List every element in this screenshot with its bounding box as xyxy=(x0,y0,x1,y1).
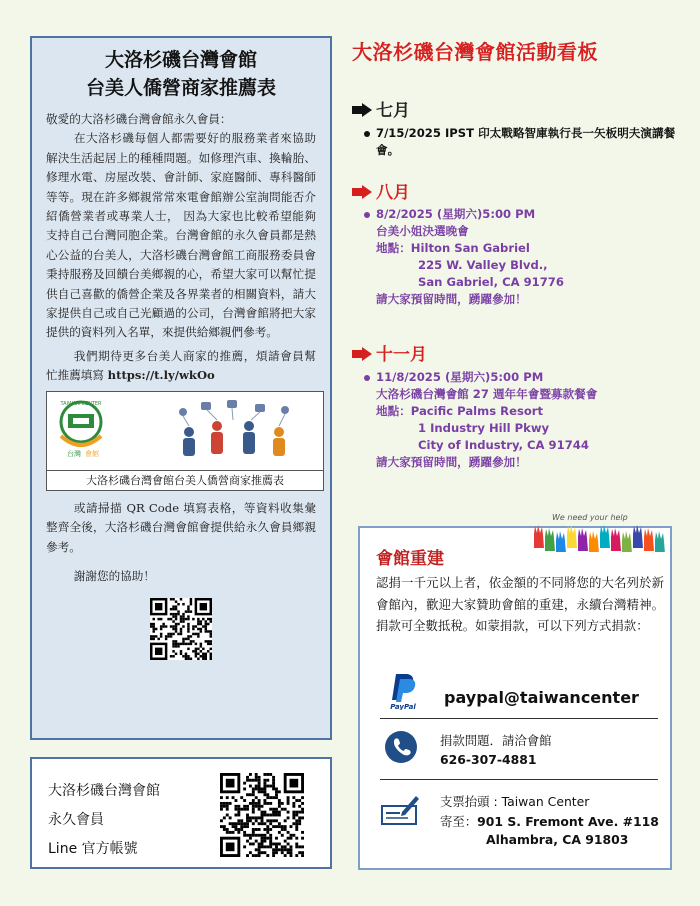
bullet-icon xyxy=(364,375,370,381)
mail-address-line2: Alhambra, CA 91803 xyxy=(486,832,629,847)
month-november: 十一月 xyxy=(352,340,427,365)
event-address-1: 225 W. Valley Blvd., xyxy=(418,258,548,272)
event-july: 7/15/2025 IPST 印太戰略智庫執行長一矢板明夫演講餐會。 xyxy=(364,125,682,159)
event-note: 請大家預留時間，踴躍參加！ xyxy=(376,455,527,469)
paypal-account[interactable]: paypal@taiwancenter xyxy=(444,688,639,707)
phone-icon xyxy=(384,730,418,764)
qr-instructions: 或請掃描 QR Code 填寫表格，等資料收集彙整齊全後，大洛杉磯台灣會館會提供給永久會員鄉親參考。 xyxy=(46,500,316,554)
form-qr-code[interactable] xyxy=(150,598,212,660)
event-date: 8/2/2025 (星期六)5:00 PM xyxy=(376,207,536,221)
svg-text:TAIWAN CENTER: TAIWAN CENTER xyxy=(60,400,102,407)
svg-text:PayPal: PayPal xyxy=(390,703,416,710)
line-qr-code[interactable] xyxy=(220,773,304,857)
event-november xyxy=(364,369,682,471)
event-venue: 地點：Hilton San Gabriel xyxy=(376,241,530,255)
form-banner[interactable] xyxy=(46,391,324,491)
svg-text:會館: 會館 xyxy=(85,449,99,458)
month-august: 八月 xyxy=(352,178,410,203)
recommendation-title: 大洛杉磯台灣會館 台美人僑營商家推薦表 xyxy=(85,49,276,99)
svg-text:We need your help: We need your help xyxy=(552,513,628,522)
helping-hands-icon xyxy=(530,512,668,552)
cheque-payee: 支票抬頭 : Taiwan Center xyxy=(440,794,590,809)
banner-caption: 大洛杉磯台灣會館台美人僑營商家推薦表 xyxy=(47,470,323,490)
divider xyxy=(380,718,658,719)
line-account-text: 大洛杉磯台灣會館 永久會員 Line 官方帳號 xyxy=(48,783,160,857)
paypal-icon xyxy=(382,672,424,710)
thank-you: 謝謝您的協助！ xyxy=(73,568,155,583)
arrow-right-icon xyxy=(352,185,372,199)
recommendation-form-box xyxy=(30,36,332,740)
month-july: 七月 xyxy=(352,96,410,121)
event-name: 台美小姐決選晚會 xyxy=(376,224,469,238)
event-name: 大洛杉磯台灣會館 27 週年年會暨募款餐會 xyxy=(376,387,598,401)
rebuild-donation-box xyxy=(358,513,672,870)
rebuild-text: 認捐一千元以上者，依金額的不同將您的大名列於新會館內，歡迎大家贊助會館的重建，永續台灣精神。捐款可全數抵稅。如蒙捐款，可以下列方式捐款： xyxy=(376,575,664,633)
line-account-box xyxy=(30,757,332,869)
arrow-right-icon xyxy=(352,347,372,361)
bullet-icon xyxy=(364,212,370,218)
svg-text:台灣: 台灣 xyxy=(67,449,81,458)
event-venue: 地點：Pacific Palms Resort xyxy=(376,404,544,418)
form-link[interactable]: https://t.ly/wkOo xyxy=(107,368,215,383)
phone-number[interactable]: 626-307-4881 xyxy=(440,752,537,767)
event-note: 請大家預留時間，踴躍參加！ xyxy=(376,292,527,306)
mail-address-line1: 寄至：901 S. Fremont Ave. #118 xyxy=(440,814,659,829)
request-paragraph: 我們期待更多台美人商家的推薦，煩請會員幫忙推薦填寫 https://t.ly/wkOo xyxy=(46,348,316,383)
rebuild-heading: 會館重建 xyxy=(376,549,444,569)
business-people-icon xyxy=(165,398,305,460)
event-address-2: City of Industry, CA 91744 xyxy=(418,438,589,452)
event-address-2: San Gabriel, CA 91776 xyxy=(418,275,564,289)
intro-paragraph: 在大洛杉磯每個人都需要好的服務業者來協助解決生活起居上的種種問題。如修理汽車、換輪胎、修理水電、房屋改裝、會計師、家庭醫師、專科醫師等等。現在許多鄉親常常來電會館辦公室詢問能否介紹僑營業者或專業人士， 因為大家也比較希望能夠支持自己台灣同胞企業。台灣會館的永久會員都是熱心公益的台美人，大洛杉磯台灣會館工商服務委員會秉持服務及回饋台美鄉親的心，希望大家可以幫忙提供自己喜歡的僑營企業及各界業者的相關資料，請大家提供自己或自己光顧過的公司，台灣會館將把大家提供的資料列入名單，來提供給鄉親們參考。 xyxy=(46,131,316,340)
divider xyxy=(380,779,658,780)
event-august xyxy=(364,206,682,308)
event-address-1: 1 Industry Hill Pkwy xyxy=(418,421,550,435)
recommendation-body xyxy=(46,110,316,386)
bullet-icon xyxy=(364,131,370,137)
cheque-icon xyxy=(380,794,420,828)
arrow-right-icon xyxy=(352,103,372,117)
phone-label: 捐款問題．請洽會館 xyxy=(440,733,552,748)
event-date: 11/8/2025 (星期六)5:00 PM xyxy=(376,370,544,384)
recommendation-body-2 xyxy=(46,499,316,587)
taiwan-center-logo xyxy=(51,396,111,460)
greeting: 敬愛的大洛杉磯台灣會館永久會員： xyxy=(46,112,232,126)
activity-board-title: 大洛杉磯台灣會館活動看板 xyxy=(352,40,598,64)
